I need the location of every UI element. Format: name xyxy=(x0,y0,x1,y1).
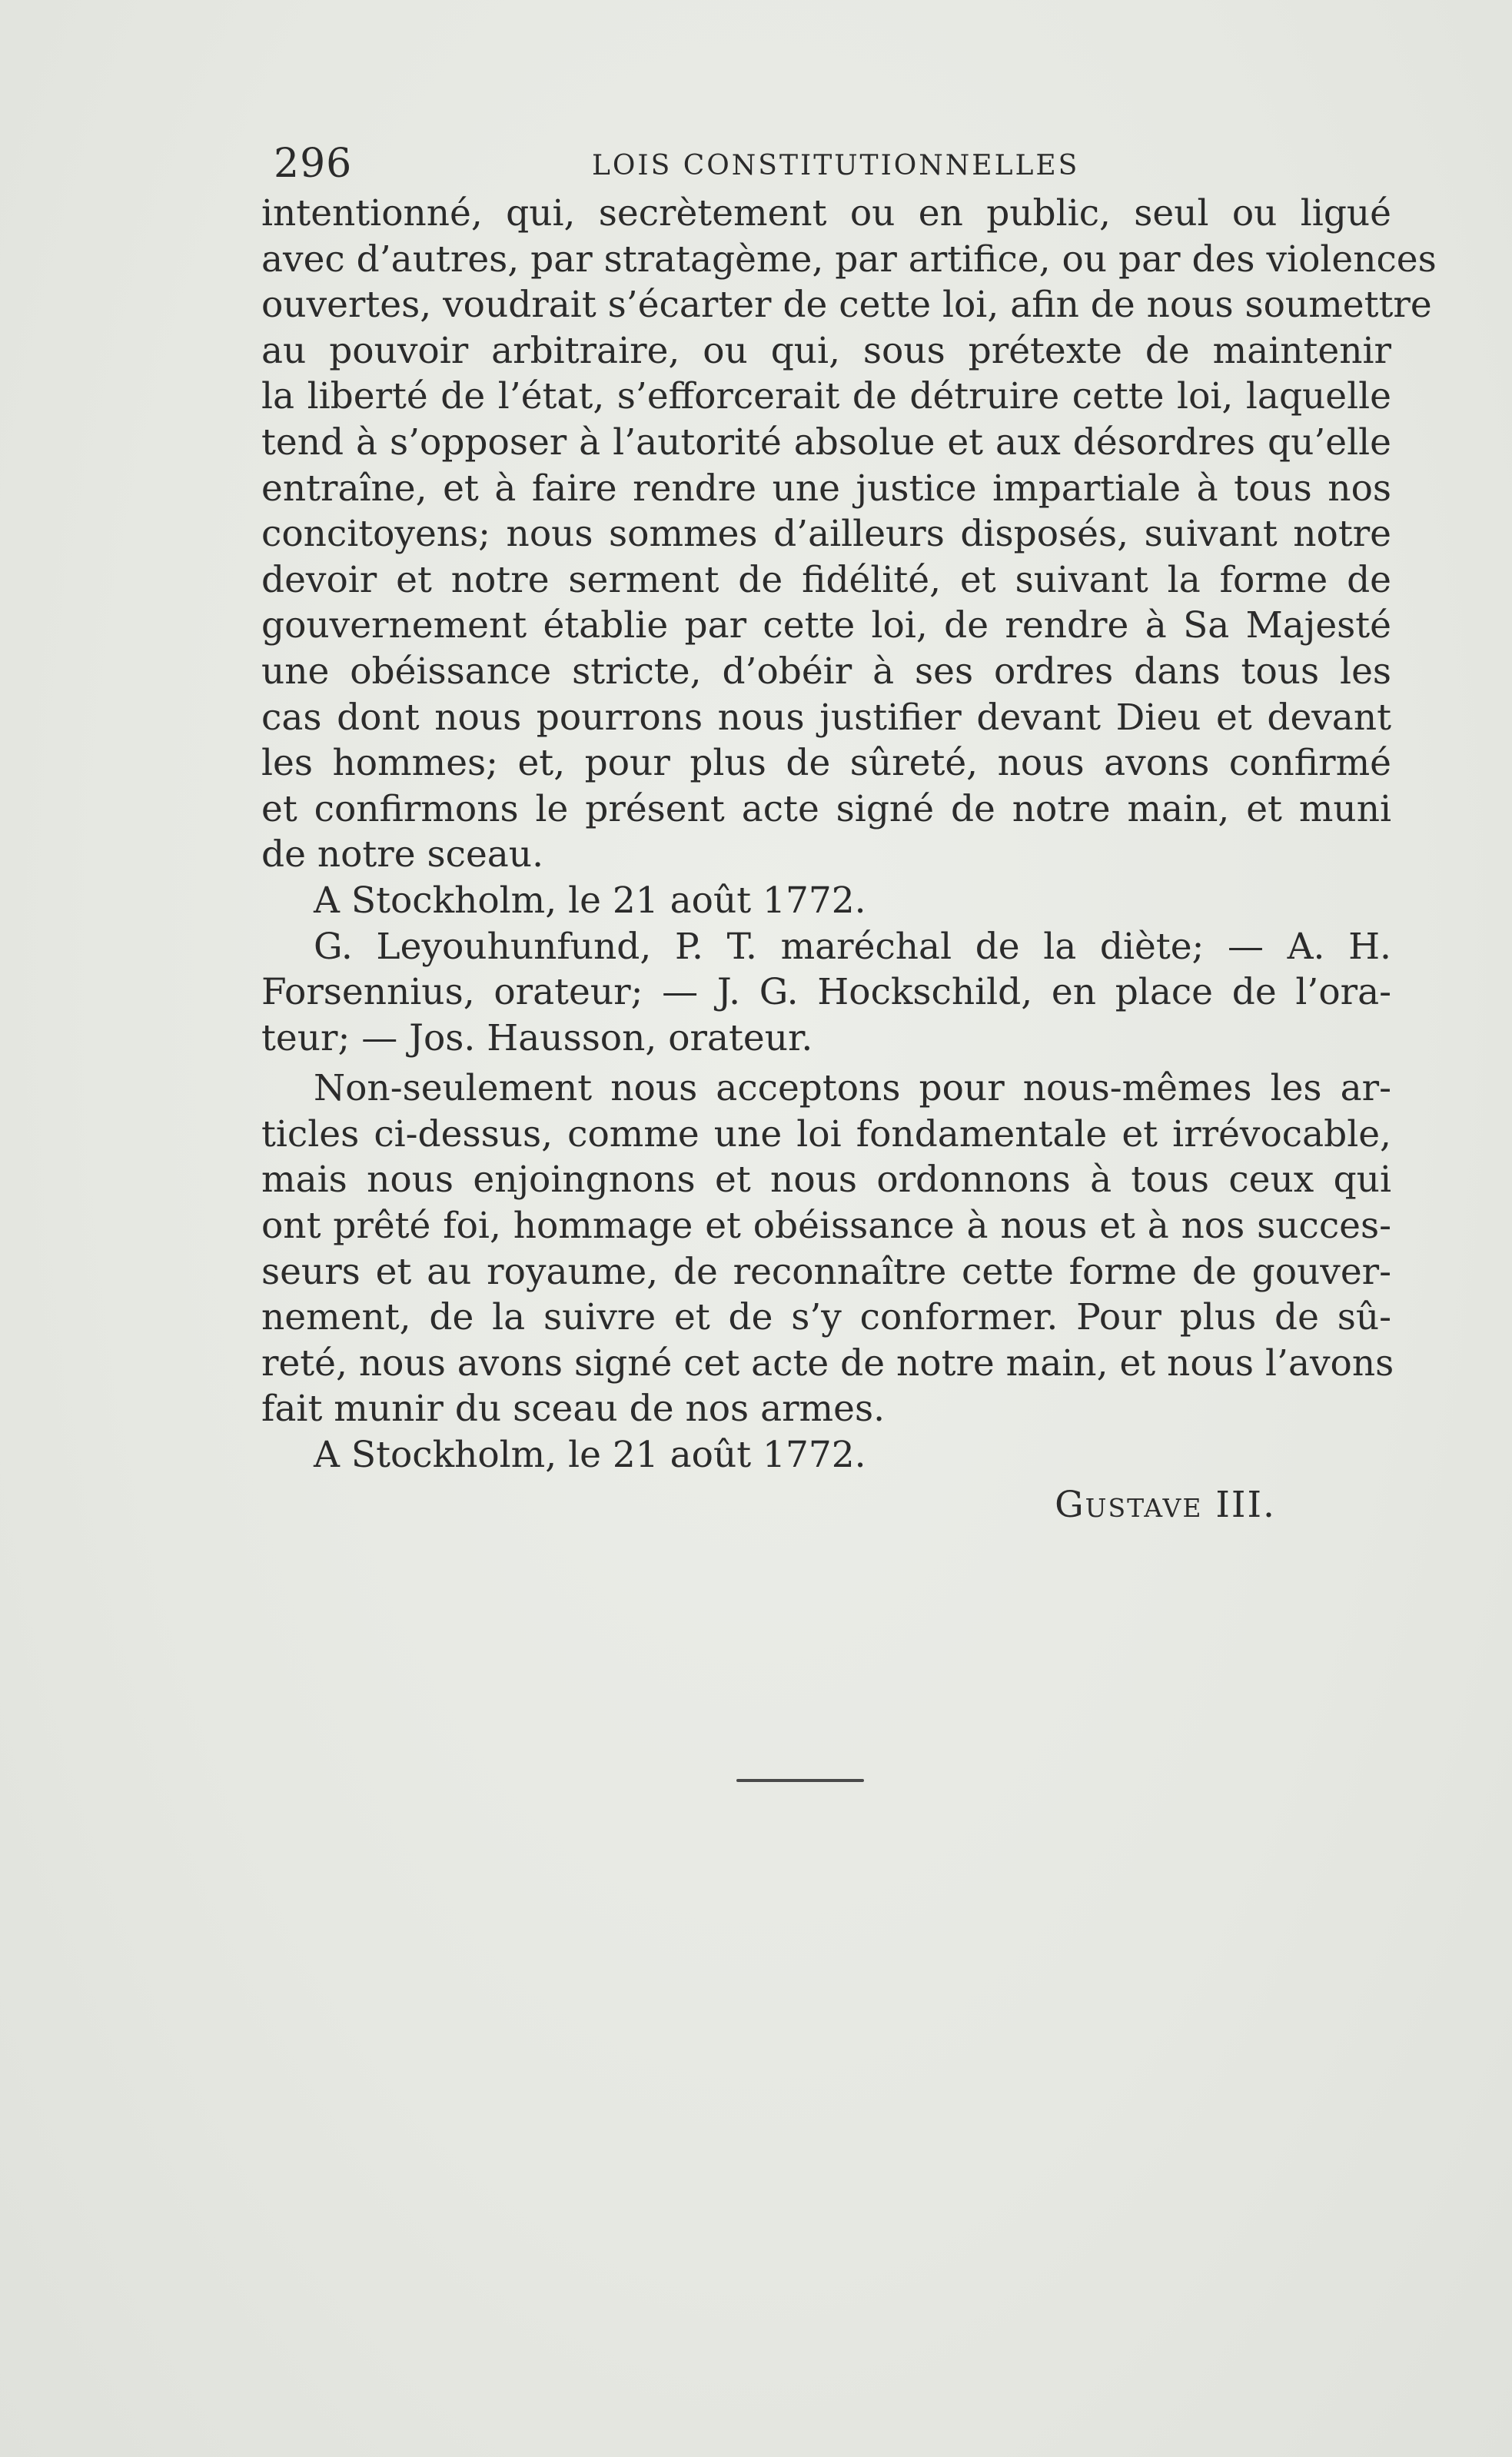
date-line-first: A Stockholm, le 21 août 1772. xyxy=(314,879,866,922)
text-line: au pouvoir arbitraire, ou qui, sous prétexte de maintenir xyxy=(261,329,1391,372)
text-line: entraîne, et à faire rendre une justice impartiale à tous nos xyxy=(261,467,1391,510)
text-line: de notre sceau. xyxy=(261,833,544,876)
text-line: la liberté de l’état, s’efforcerait de détruire cette loi, laquelle xyxy=(261,375,1391,418)
text-line: tend à s’opposer à l’autorité absolue et aux désordres qu’elle xyxy=(261,421,1391,464)
text-line: ont prêté foi, hommage et obéissance à nous et à nos succes- xyxy=(261,1205,1391,1248)
text-line: reté, nous avons signé cet acte de notre main, et nous l’avons xyxy=(261,1342,1394,1385)
running-title: LOIS CONSTITUTIONNELLES xyxy=(592,150,1080,181)
text-line: ouvertes, voudrait s’écarter de cette loi, afin de nous soumettre xyxy=(261,284,1432,327)
text-line: cas dont nous pourrons nous justifier devant Dieu et devant xyxy=(261,696,1391,739)
text-line: ticles ci-dessus, comme une loi fondamentale et irrévocable, xyxy=(261,1112,1391,1155)
text-line: seurs et au royaume, de reconnaître cette forme de gouver- xyxy=(261,1250,1391,1293)
text-line: une obéissance stricte, d’obéir à ses ordres dans tous les xyxy=(261,650,1391,693)
royal-signature: Gustave III. xyxy=(1055,1483,1276,1526)
main-text xyxy=(261,191,1437,1532)
paragraph-oath xyxy=(261,191,1437,878)
page-header xyxy=(269,137,1107,191)
text-line: mais nous enjoingnons et nous ordonnons à tous ceux qui xyxy=(261,1159,1391,1202)
text-line: fait munir du sceau de nos armes. xyxy=(261,1388,886,1431)
signatories-line: teur; — Jos. Hausson, orateur. xyxy=(261,1016,813,1059)
paragraph-royal-acceptance xyxy=(261,1066,1394,1432)
text-line: intentionné, qui, secrètement ou en public, seul ou ligué xyxy=(261,192,1391,234)
signatories-line: Forsennius, orateur; — J. G. Hockschild, en place de l’ora- xyxy=(261,971,1391,1014)
text-line: et confirmons le présent acte signé de notre main, et muni xyxy=(261,787,1391,830)
text-line: les hommes; et, pour plus de sûreté, nous avons confirmé xyxy=(261,742,1391,785)
end-rule xyxy=(736,1779,864,1782)
page-number: 296 xyxy=(274,141,353,187)
text-line: concitoyens; nous sommes d’ailleurs disposés, suivant notre xyxy=(261,513,1391,556)
text-line: nement, de la suivre et de s’y conformer. Pour plus de sû- xyxy=(261,1296,1391,1339)
text-line: Non-seulement nous acceptons pour nous-mêmes les ar- xyxy=(314,1067,1391,1110)
signatories xyxy=(261,924,1391,1062)
signatories-line: G. Leyouhunfund, P. T. maréchal de la diète; — A. H. xyxy=(314,925,1391,968)
text-line: devoir et notre serment de fidélité, et suivant la forme de xyxy=(261,558,1391,601)
date-line-second: A Stockholm, le 21 août 1772. xyxy=(314,1434,866,1477)
text-line: avec d’autres, par stratagème, par artifice, ou par des violences xyxy=(261,238,1437,281)
text-line: gouvernement établie par cette loi, de rendre à Sa Majesté xyxy=(261,604,1391,647)
